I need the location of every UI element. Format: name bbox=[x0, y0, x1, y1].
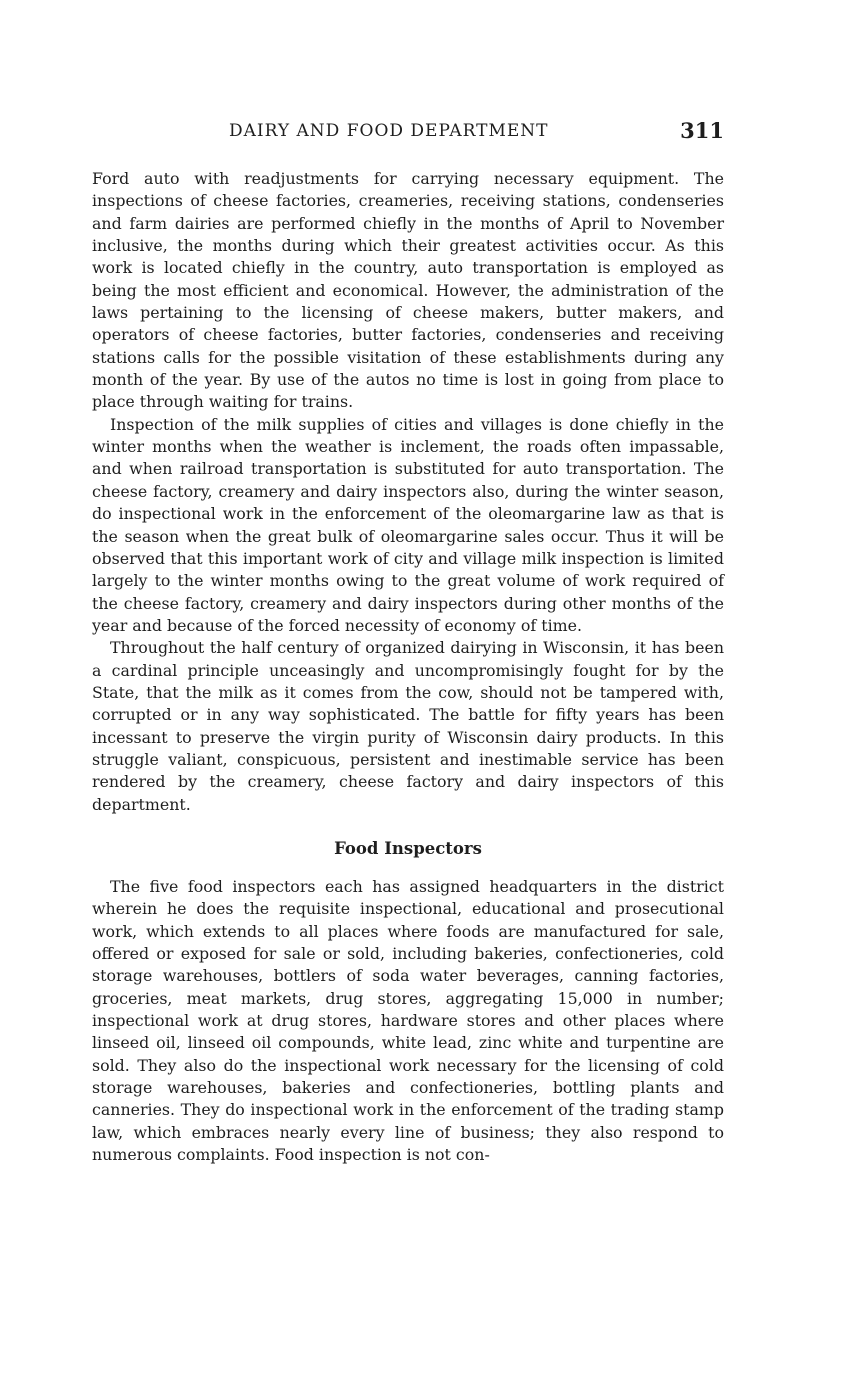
running-head bbox=[92, 118, 724, 146]
paragraph-food-inspectors: The five food inspectors each has assigned headquarters in the district wherein he does the requisite inspectional, educational and prosecutional work, which extends to all places where foods are manufactured for sale, offered or exposed for sale or sold, including bakeries, confectioneries, cold storage warehouses, bottlers of soda water beverages, canning factories, groceries, meat markets, drug stores, aggregating 15,000 in number; inspectional work at drug stores, hardware stores and other places where linseed oil, linseed oil compounds, white lead, zinc white and turpentine are sold. They also do the inspectional work necessary for the licensing of cold storage warehouses, bakeries and confectioneries, bottling plants and canneries. They do inspectional work in the enforcement of the trading stamp law, which embraces nearly every line of business; they also respond to numerous complaints. Food inspection is not con- bbox=[92, 876, 724, 1165]
paragraph-dairying-principle: Throughout the half century of organized dairying in Wisconsin, it has been a cardinal principle unceasingly and uncompromisingly fought for by the State, that the milk as it comes from the cow, should not be tampered with, corrupted or in any way sophisticated. The battle for fifty years has been incessant to preserve the virgin purity of Wisconsin dairy products. In this struggle valiant, conspicuous, persistent and inestimable service has been rendered by the creamery, cheese factory and dairy inspectors of this department. bbox=[92, 638, 724, 814]
page-number: 311 bbox=[680, 118, 724, 143]
section-heading-food-inspectors: Food Inspectors bbox=[334, 838, 482, 858]
paragraph-milk-supplies: Inspection of the milk supplies of cities and villages is done chiefly in the winter months when the weather is inclement, the roads often impassable, and when railroad transportation is substituted for auto transportation. The cheese factory, creamery and dairy inspectors also, during the winter season, do inspectional work in the enforcement of the oleomargarine law as that is the season when the great bulk of oleomargarine sales occur. Thus it will be observed that this important work of city and village milk inspection is limited largely to the winter months owing to the great volume of work required of the cheese factory, creamery and dairy inspectors during other months of the year and because of the forced necessity of economy of time. bbox=[92, 414, 724, 635]
body-text bbox=[92, 168, 724, 1166]
paragraph-continuation: Ford auto with readjustments for carrying necessary equipment. The inspections of cheese factories, creameries, receiving stations, condenseries and farm dairies are performed chiefly in the months of April to November inclusive, the months during which their greatest activities occur. As this work is located chiefly in the country, auto transportation is employed as being the most efficient and economical. However, the administration of the laws pertaining to the licensing of cheese makers, butter makers, and operators of cheese factories, butter factories, condenseries and receiving stations calls for the possible visitation of these establishments during any month of the year. By use of the autos no time is lost in going from place to place through waiting for trains. bbox=[92, 169, 724, 412]
running-title: DAIRY AND FOOD DEPARTMENT bbox=[229, 121, 549, 141]
